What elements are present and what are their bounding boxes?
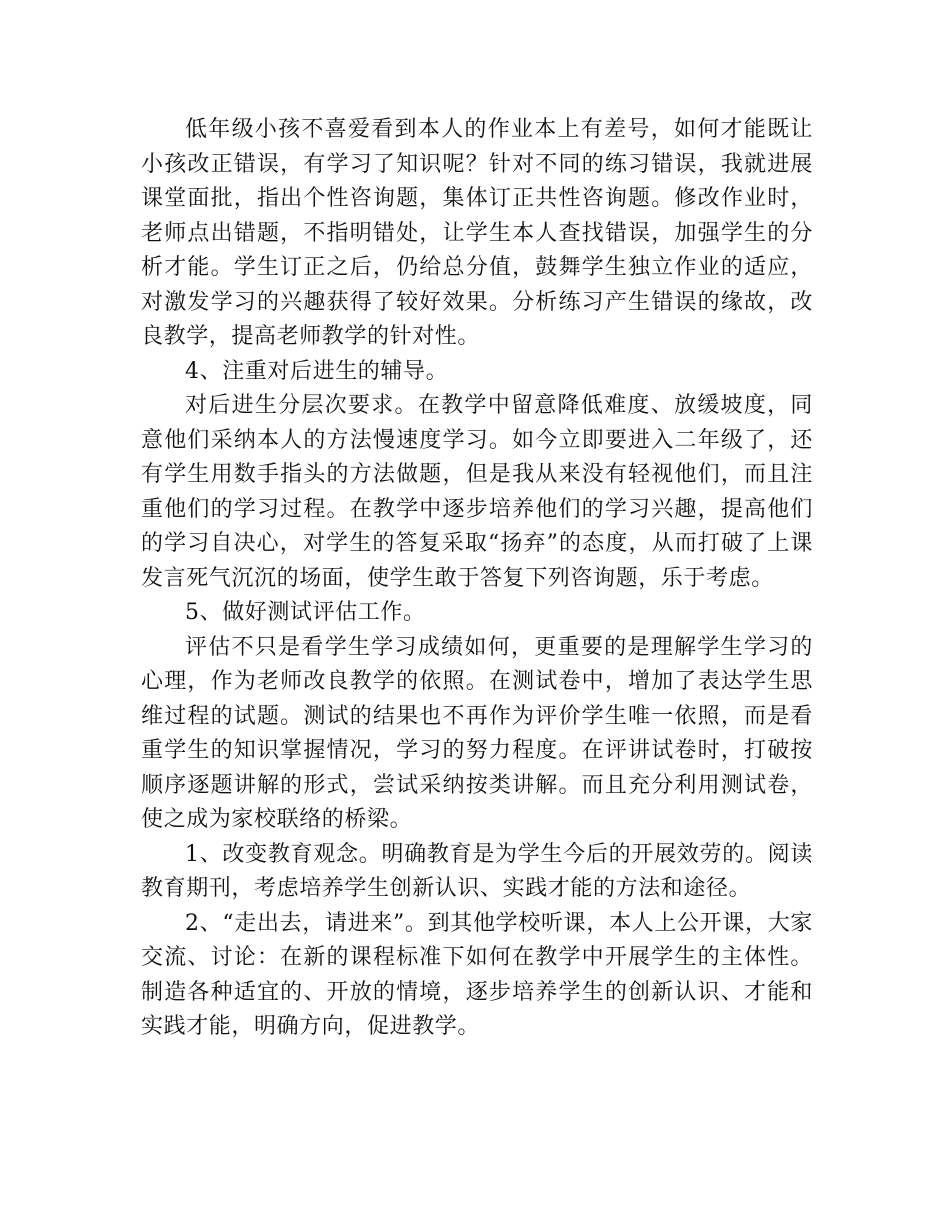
paragraph-struggling-students: 对后进生分层次要求。在教学中留意降低难度、放缓坡度，同意他们采纳本人的方法慢速度学习。如今立即要进入二年级了，还有学生用数手指头的方法做题，但是我从来没有轻视他们，而且注重他们的学习过程。在教学中逐步培养他们的学习兴趣，提高他们的学习自决心，对学生的答复采取“扬弃”的态度，从而打破了上课发言死气沉沉的场面，使学生敢于答复下列咨询题，乐于考虑。: [141, 393, 813, 591]
document-body: [141, 113, 813, 1045]
paragraph-education-concept: 1、改变教育观念。明确教育是为学生今后的开展效劳的。阅读教育期刊，考虑培养学生创新认识、实践才能的方法和途径。: [141, 841, 813, 901]
paragraph-testing-evaluation: 评估不只是看学生学习成绩如何，更重要的是理解学生学习的心理，作为老师改良教学的依照。在测试卷中，增加了表达学生思维过程的试题。测试的结果也不再作为评价学生唯一依照，而是看重学生的知识掌握情况，学习的努力程度。在评讲试卷时，打破按顺序逐题讲解的形式，尝试采纳按类讲解。而且充分利用测试卷，使之成为家校联络的桥梁。: [141, 634, 813, 832]
heading-testing-evaluation: 5、做好测试评估工作。: [185, 600, 426, 625]
paragraph-go-out-invite-in: 2、“走出去，请进来”。到其他学校听课，本人上公开课，大家交流、讨论：在新的课程标准下如何在教学中开展学生的主体性。制造各种适宜的、开放的情境，逐步培养学生的创新认识、才能和实践才能，明确方向，促进教学。: [141, 910, 813, 1039]
paragraph-homework-correction: 低年级小孩不喜爱看到本人的作业本上有差号，如何才能既让小孩改正错误，有学习了知识呢？针对不同的练习错误，我就进展课堂面批，指出个性咨询题，集体订正共性咨询题。修改作业时，老师点出错题，不指明错处，让学生本人查找错误，加强学生的分析才能。学生订正之后，仍给总分值，鼓舞学生独立作业的适应，对激发学习的兴趣获得了较好效果。分析练习产生错误的缘故，改良教学，提高老师教学的针对性。: [141, 117, 813, 349]
heading-struggling-students: 4、注重对后进生的辅导。: [185, 358, 449, 384]
